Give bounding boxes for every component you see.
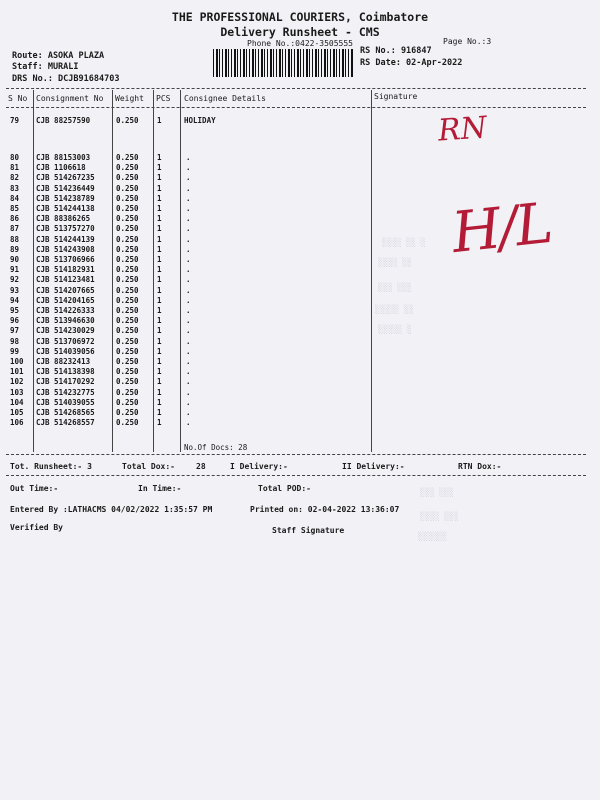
sno: 91 <box>10 265 20 275</box>
table-row <box>0 173 600 183</box>
pcs: 1 <box>157 336 162 346</box>
consignee-details: . <box>186 377 191 387</box>
consignment-no: CJB 514123481 <box>36 275 95 285</box>
consignee-details: . <box>186 306 191 315</box>
sno: 103 <box>10 387 24 397</box>
consignee-details: . <box>186 255 191 264</box>
consignment-no: CJB 514182931 <box>36 265 95 275</box>
weight: 0.250 <box>116 377 139 387</box>
weight: 0.250 <box>116 116 139 125</box>
column-header-sno: S No <box>8 94 28 103</box>
consignment-no: CJB 513706966 <box>36 255 95 264</box>
consignment-no: CJB 514268557 <box>36 418 95 428</box>
weight: 0.250 <box>116 153 139 162</box>
consignment-no: CJB 514170292 <box>36 377 95 387</box>
table-row <box>0 398 600 408</box>
pcs: 1 <box>157 204 162 213</box>
sno: 97 <box>10 326 20 336</box>
entered-by: Entered By :LATHACMS 04/02/2022 1:35:57 PM <box>10 505 213 514</box>
sno: 89 <box>10 244 20 254</box>
consignee-details: . <box>186 193 191 203</box>
in-time: In Time:- <box>138 484 182 493</box>
bleed-through-text: ░░░░░ ░ <box>378 325 412 334</box>
out-time: Out Time:- <box>10 484 59 493</box>
consignee-details: . <box>186 173 191 183</box>
consignee-details: . <box>186 153 191 162</box>
bleed-through-text: ░░░░ ░░ ░ <box>382 238 426 247</box>
consignment-no: CJB 514039055 <box>36 397 95 407</box>
consignment-no: CJB 514238789 <box>36 193 95 203</box>
sno: 105 <box>10 408 24 417</box>
sno: 101 <box>10 367 24 377</box>
sno: 80 <box>10 153 20 162</box>
table-row <box>0 377 600 387</box>
handwritten-mark-hl: H/L <box>448 191 555 266</box>
sno: 106 <box>10 418 24 428</box>
weight: 0.250 <box>116 336 139 346</box>
pcs: 1 <box>157 316 162 326</box>
sno: 99 <box>10 346 20 356</box>
consignment-no: CJB 514204165 <box>36 295 95 305</box>
divider <box>6 454 586 455</box>
weight: 0.250 <box>116 214 139 224</box>
phone-number: Phone No.:0422-3505555 <box>247 39 353 48</box>
printed-on: Printed on: 02-04-2022 13:36:07 <box>250 505 400 514</box>
consignee-details: . <box>186 326 191 336</box>
consignment-no: CJB 513946630 <box>36 316 95 326</box>
consignee-details: . <box>186 244 191 254</box>
weight: 0.250 <box>116 408 139 417</box>
staff-signature: Staff Signature <box>272 526 345 535</box>
bleed-through-text: ░░░ ░░░ <box>420 488 454 497</box>
consignment-no: CJB 513757270 <box>36 224 95 234</box>
pcs: 1 <box>157 408 162 417</box>
divider <box>6 107 586 108</box>
sno: 92 <box>10 275 20 285</box>
pcs: 1 <box>157 234 162 244</box>
drs-number: DRS No.: DCJB91684703 <box>12 74 120 84</box>
sno: 93 <box>10 285 20 295</box>
consignment-no: CJB 514232775 <box>36 387 95 397</box>
pcs: 1 <box>157 244 162 254</box>
pcs: 1 <box>157 367 162 377</box>
weight: 0.250 <box>116 265 139 275</box>
weight: 0.250 <box>116 275 139 285</box>
consignee-details: . <box>186 275 191 285</box>
page-number: Page No.:3 <box>443 37 492 46</box>
sno: 104 <box>10 397 24 407</box>
consignment-no: CJB 514230029 <box>36 326 95 336</box>
consignment-no: CJB 513706972 <box>36 336 95 346</box>
sno: 100 <box>10 357 24 366</box>
ii-delivery: II Delivery:- <box>342 462 405 471</box>
weight: 0.250 <box>116 173 139 183</box>
consignee-details: HOLIDAY <box>184 116 216 125</box>
pcs: 1 <box>157 224 162 234</box>
table-row <box>0 265 600 275</box>
handwritten-mark-rn: RN <box>436 110 489 149</box>
consignee-details: . <box>186 316 191 326</box>
consignee-details: . <box>186 367 191 377</box>
divider <box>6 475 586 476</box>
sno: 95 <box>10 306 20 315</box>
sno: 90 <box>10 255 20 264</box>
sno: 98 <box>10 336 20 346</box>
sno: 84 <box>10 193 20 203</box>
verified-by: Verified By <box>10 523 63 532</box>
consignee-details: . <box>186 408 191 417</box>
sno: 81 <box>10 163 20 173</box>
table-row <box>0 388 600 398</box>
pcs: 1 <box>157 153 162 162</box>
consignee-details: . <box>186 336 191 346</box>
weight: 0.250 <box>116 193 139 203</box>
consignee-details: . <box>186 214 191 224</box>
pcs: 1 <box>157 357 162 366</box>
pcs: 1 <box>157 275 162 285</box>
pcs: 1 <box>157 265 162 275</box>
column-header-consignment: Consignment No <box>36 94 104 103</box>
consignee-details: . <box>186 285 191 295</box>
pcs: 1 <box>157 163 162 173</box>
weight: 0.250 <box>116 367 139 377</box>
consignee-details: . <box>186 295 191 305</box>
pcs: 1 <box>157 377 162 387</box>
total-dox-value: 28 <box>196 462 206 471</box>
column-header-signature: Signature <box>374 92 418 101</box>
table-row <box>0 337 600 347</box>
i-delivery: I Delivery:- <box>230 462 288 471</box>
weight: 0.250 <box>116 163 139 173</box>
divider <box>6 88 586 89</box>
bleed-through-text: ░░░░ ░░░ <box>420 512 459 521</box>
total-runsheet: Tot. Runsheet:- 3 <box>10 462 92 471</box>
consignee-details: . <box>186 204 191 213</box>
bleed-through-text: ░░░░░░ <box>418 532 447 541</box>
table-row <box>0 326 600 336</box>
sno: 102 <box>10 377 24 387</box>
consignment-no: CJB 514244138 <box>36 204 95 213</box>
sno: 94 <box>10 295 20 305</box>
consignee-details: . <box>186 397 191 407</box>
table-row <box>0 316 600 326</box>
weight: 0.250 <box>116 357 139 366</box>
weight: 0.250 <box>116 234 139 244</box>
pcs: 1 <box>157 193 162 203</box>
total-pod: Total POD:- <box>258 484 311 493</box>
table-row <box>0 275 600 285</box>
weight: 0.250 <box>116 295 139 305</box>
consignment-no: CJB 514207665 <box>36 285 95 295</box>
consignee-details: . <box>186 265 191 275</box>
sno: 87 <box>10 224 20 234</box>
pcs: 1 <box>157 387 162 397</box>
table-row <box>0 163 600 173</box>
consignee-details: . <box>186 346 191 356</box>
rs-date: RS Date: 02-Apr-2022 <box>360 58 463 68</box>
weight: 0.250 <box>116 316 139 326</box>
rs-number: RS No.: 916847 <box>360 46 432 56</box>
weight: 0.250 <box>116 397 139 407</box>
table-row <box>0 184 600 194</box>
consignment-no: CJB 514039056 <box>36 346 95 356</box>
consignment-no: CJB 514268565 <box>36 408 95 417</box>
consignee-details: . <box>186 418 191 428</box>
weight: 0.250 <box>116 255 139 264</box>
column-header-pcs: PCS <box>156 94 171 103</box>
staff-label: Staff: MURALI <box>12 62 79 72</box>
weight: 0.250 <box>116 204 139 213</box>
table-row <box>0 418 600 428</box>
weight: 0.250 <box>116 387 139 397</box>
sno: 83 <box>10 183 20 193</box>
pcs: 1 <box>157 214 162 224</box>
table-row <box>0 296 600 306</box>
consignment-no: CJB 514243908 <box>36 244 95 254</box>
sno: 79 <box>10 116 20 125</box>
bleed-through-text: ░░░ ░░░ <box>378 283 412 292</box>
table-row <box>0 286 600 296</box>
sno: 88 <box>10 234 20 244</box>
consignment-no: CJB 88386265 <box>36 214 91 224</box>
rtn-dox: RTN Dox:- <box>458 462 502 471</box>
weight: 0.250 <box>116 183 139 193</box>
consignment-no: CJB 514138398 <box>36 367 95 377</box>
consignee-details: . <box>186 163 191 173</box>
table-row <box>0 347 600 357</box>
sno: 82 <box>10 173 20 183</box>
consignment-no: CJB 514236449 <box>36 183 95 193</box>
weight: 0.250 <box>116 346 139 356</box>
consignment-no: CJB 514226333 <box>36 306 95 315</box>
weight: 0.250 <box>116 326 139 336</box>
pcs: 1 <box>157 306 162 315</box>
consignee-details: . <box>186 357 191 366</box>
sno: 85 <box>10 204 20 213</box>
weight: 0.250 <box>116 224 139 234</box>
column-header-weight: Weight <box>115 94 144 103</box>
pcs: 1 <box>157 326 162 336</box>
pcs: 1 <box>157 255 162 264</box>
table-row <box>0 116 600 126</box>
consignment-no: CJB 1106618 <box>36 163 86 173</box>
table-row <box>0 306 600 316</box>
pcs: 1 <box>157 183 162 193</box>
document-title: Delivery Runsheet - CMS <box>220 25 380 39</box>
weight: 0.250 <box>116 244 139 254</box>
pcs: 1 <box>157 116 162 125</box>
pcs: 1 <box>157 397 162 407</box>
weight: 0.250 <box>116 306 139 315</box>
no-of-docs: No.Of Docs: 28 <box>184 443 248 452</box>
weight: 0.250 <box>116 418 139 428</box>
consignee-details: . <box>186 183 191 193</box>
sno: 86 <box>10 214 20 224</box>
consignee-details: . <box>186 234 191 244</box>
consignment-no: CJB 514244139 <box>36 234 95 244</box>
route-label: Route: ASOKA PLAZA <box>12 51 105 61</box>
table-row <box>0 367 600 377</box>
company-title: THE PROFESSIONAL COURIERS, Coimbatore <box>171 10 429 24</box>
table-row <box>0 408 600 418</box>
pcs: 1 <box>157 346 162 356</box>
pcs: 1 <box>157 173 162 183</box>
pcs: 1 <box>157 295 162 305</box>
consignment-no: CJB 88257590 <box>36 116 91 125</box>
table-row <box>0 153 600 163</box>
pcs: 1 <box>157 418 162 428</box>
weight: 0.250 <box>116 285 139 295</box>
consignee-details: . <box>186 224 191 234</box>
bleed-through-text: ░░░░░ ░░ <box>375 305 414 314</box>
total-dox-label: Total Dox:- <box>122 462 175 471</box>
consignment-no: CJB 88232413 <box>36 357 91 366</box>
barcode <box>213 49 353 77</box>
consignment-no: CJB 514267235 <box>36 173 95 183</box>
bleed-through-text: ░░░░ ░░ <box>378 258 412 267</box>
pcs: 1 <box>157 285 162 295</box>
consignment-no: CJB 88153003 <box>36 153 91 162</box>
table-row <box>0 357 600 367</box>
sno: 96 <box>10 316 20 326</box>
consignee-details: . <box>186 387 191 397</box>
column-header-consignee: Consignee Details <box>184 94 266 103</box>
